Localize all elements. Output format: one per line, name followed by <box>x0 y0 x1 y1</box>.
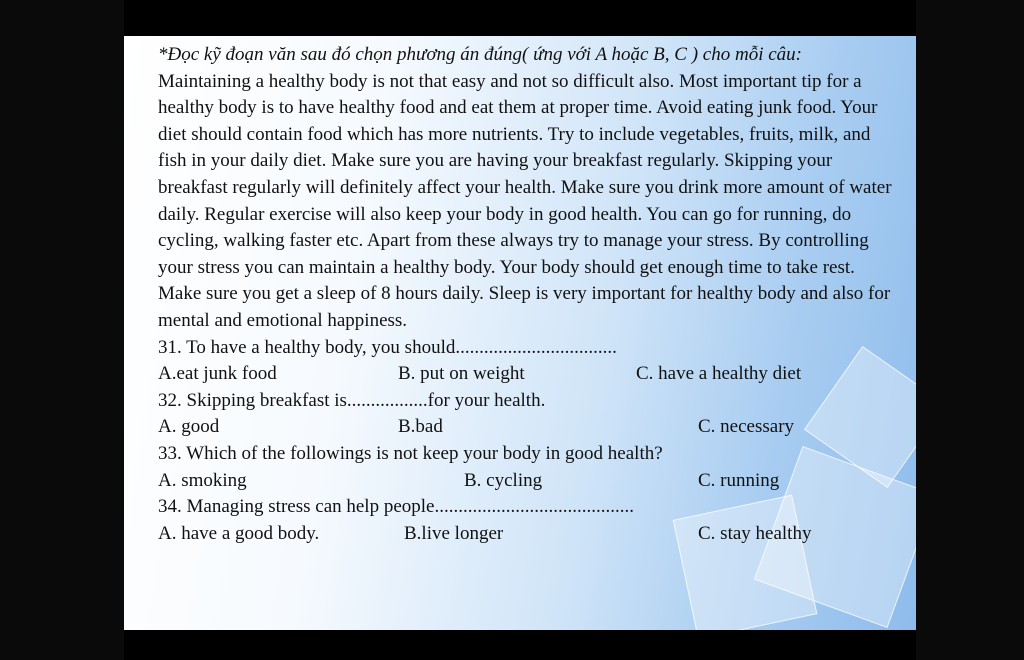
question-32-options <box>158 414 898 441</box>
option-34-b[interactable]: B.live longer <box>404 522 504 544</box>
option-33-b[interactable]: B. cycling <box>464 469 543 491</box>
question-32-stem: 32. Skipping breakfast is.................for your health. <box>158 389 546 411</box>
question-34-options <box>158 521 898 548</box>
instruction-text: *Đọc kỹ đoạn văn sau đó chọn phương án đúng( ứng với A hoặc B, C ) cho mỗi câu: <box>158 44 802 65</box>
option-34-a[interactable]: A. have a good body. <box>158 522 320 544</box>
left-dark-bar <box>0 0 124 660</box>
passage-text: Maintaining a healthy body is not that easy and not so difficult also. Most important tip for a healthy body is to have healthy food and eat them at proper time. Avoid eating junk food. Your diet should contain food which has more nutrients. Try to include vegetables, fruits, milk, and fish in your daily diet. Make sure you are having your breakfast regularly. Skipping your breakfast regularly will definitely affect your health. Make sure you drink more amount of water daily. Regular exercise will also keep your body in good health. You can go for running, do cycling, walking faster etc. Apart from these always try to manage your stress. By controlling your stress you can maintain a healthy body. Your body should get enough time to take rest. Make sure you get a sleep of 8 hours daily. Sleep is very important for healthy body and also for mental and emotional happiness. <box>158 70 892 331</box>
option-32-b[interactable]: B.bad <box>398 416 443 438</box>
option-31-b[interactable]: B. put on weight <box>398 363 525 385</box>
slide <box>124 36 916 630</box>
option-34-c[interactable]: C. stay healthy <box>698 522 812 544</box>
option-33-a[interactable]: A. smoking <box>158 469 247 491</box>
worksheet-content <box>158 42 898 547</box>
question-33-stem: 33. Which of the followings is not keep your body in good health? <box>158 442 663 464</box>
reading-passage <box>158 69 898 335</box>
option-32-a[interactable]: A. good <box>158 416 220 438</box>
question-31-options <box>158 361 898 388</box>
question-34-stem: 34. Managing stress can help people.......................................... <box>158 496 634 518</box>
right-dark-bar <box>916 0 1024 660</box>
option-31-a[interactable]: A.eat junk food <box>158 363 277 385</box>
option-31-c[interactable]: C. have a healthy diet <box>636 363 802 385</box>
option-32-c[interactable]: C. necessary <box>698 416 795 438</box>
question-31-stem: 31. To have a healthy body, you should.................................. <box>158 336 617 358</box>
option-33-c[interactable]: C. running <box>698 469 780 491</box>
question-33-options <box>158 468 898 495</box>
